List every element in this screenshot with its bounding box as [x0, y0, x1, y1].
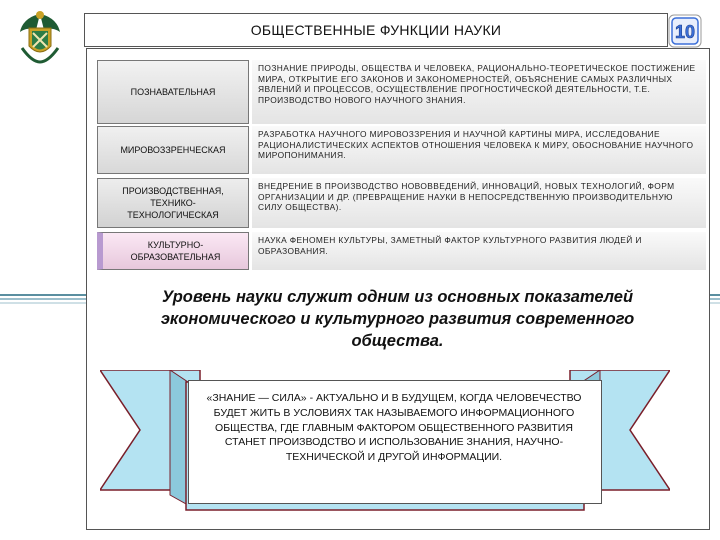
title-box — [84, 13, 668, 47]
coat-of-arms-emblem — [14, 8, 66, 66]
slide-number: 10 — [674, 22, 696, 42]
function-description-production: ВНЕДРЕНИЕ В ПРОИЗВОДСТВО НОВОВВЕДЕНИЙ, ИННОВАЦИЙ, НОВЫХ ТЕХНОЛОГИЙ, ФОРМ ОРГАНИЗАЦИИ И ДР. (ПРЕВРАЩЕНИЕ НАУКИ В НЕПОСРЕДСТВЕННУЮ ПРОИЗВОДИТЕЛЬНУЮ СИЛУ ОБЩЕСТВА). — [252, 178, 706, 228]
function-description-cognitive: ПОЗНАНИЕ ПРИРОДЫ, ОБЩЕСТВА И ЧЕЛОВЕКА, РАЦИОНАЛЬНО-ТЕОРЕТИЧЕСКОЕ ПОСТИЖЕНИЕ МИРА, ОТКРЫТИЕ ЕГО ЗАКОНОВ И ЗАКОНОМЕРНОСТЕЙ, ОБЪЯСНЕНИЕ САМЫХ РАЗЛИЧНЫХ ЯВЛЕНИЙ И ПРОЦЕССОВ, ОСУЩЕСТВЛЕНИЕ ПРОГНОСТИЧЕСКОЙ ДЕЯТЕЛЬНОСТИ, Т.Е. ПРОИЗВОДСТВО НОВОГО НАУЧНОГО ЗНАНИЯ. — [252, 60, 706, 124]
key-statement: Уровень науки служит одним из основных показателей экономического и культурного развития современного общества. — [160, 288, 635, 350]
page-title: ОБЩЕСТВЕННЫЕ ФУНКЦИИ НАУКИ — [250, 22, 502, 38]
function-description-cultural: НАУКА ФЕНОМЕН КУЛЬТУРЫ, ЗАМЕТНЫЙ ФАКТОР КУЛЬТУРНОГО РАЗВИТИЯ ЛЮДЕЙ И ОБРАЗОВАНИЯ. — [252, 232, 706, 270]
function-label-production: ПРОИЗВОДСТВЕННАЯ, ТЕХНИКО- ТЕХНОЛОГИЧЕСКАЯ — [97, 178, 249, 228]
quote-text: «ЗНАНИЕ — СИЛА» - АКТУАЛЬНО И В БУДУЩЕМ, КОГДА ЧЕЛОВЕЧЕСТВО БУДЕТ ЖИТЬ В УСЛОВИЯХ ТАК НАЗЫВАЕМОГО ИНФОРМАЦИОННОГО ОБЩЕСТВА, ГДЕ ГЛАВНЫМ ФАКТОРОМ ОБЩЕСТВЕННОГО РАЗВИТИЯ СТАНЕТ ПРОИЗВОДСТВО И ИСПОЛЬЗОВАНИЕ ЗНАНИЯ, НАУЧНО-ТЕХНИЧЕСКОЙ И ДРУГОЙ ИНФОРМАЦИИ. — [206, 392, 582, 464]
function-label-worldview: МИРОВОЗЗРЕНЧЕСКАЯ — [97, 126, 249, 174]
function-description-worldview: РАЗРАБОТКА НАУЧНОГО МИРОВОЗЗРЕНИЯ И НАУЧНОЙ КАРТИНЫ МИРА, ИССЛЕДОВАНИЕ РАЦИОНАЛИСТИЧЕСКИХ АСПЕКТОВ ОТНОШЕНИЯ ЧЕЛОВЕКА К МИРУ, ОБОСНОВАНИЕ НАУЧНОГО МИРОПОНИМАНИЯ. — [252, 126, 706, 174]
function-label-cultural: КУЛЬТУРНО- ОБРАЗОВАТЕЛЬНАЯ — [97, 232, 249, 270]
function-label-cognitive: ПОЗНАВАТЕЛЬНАЯ — [97, 60, 249, 124]
slide-number-badge — [668, 14, 702, 48]
